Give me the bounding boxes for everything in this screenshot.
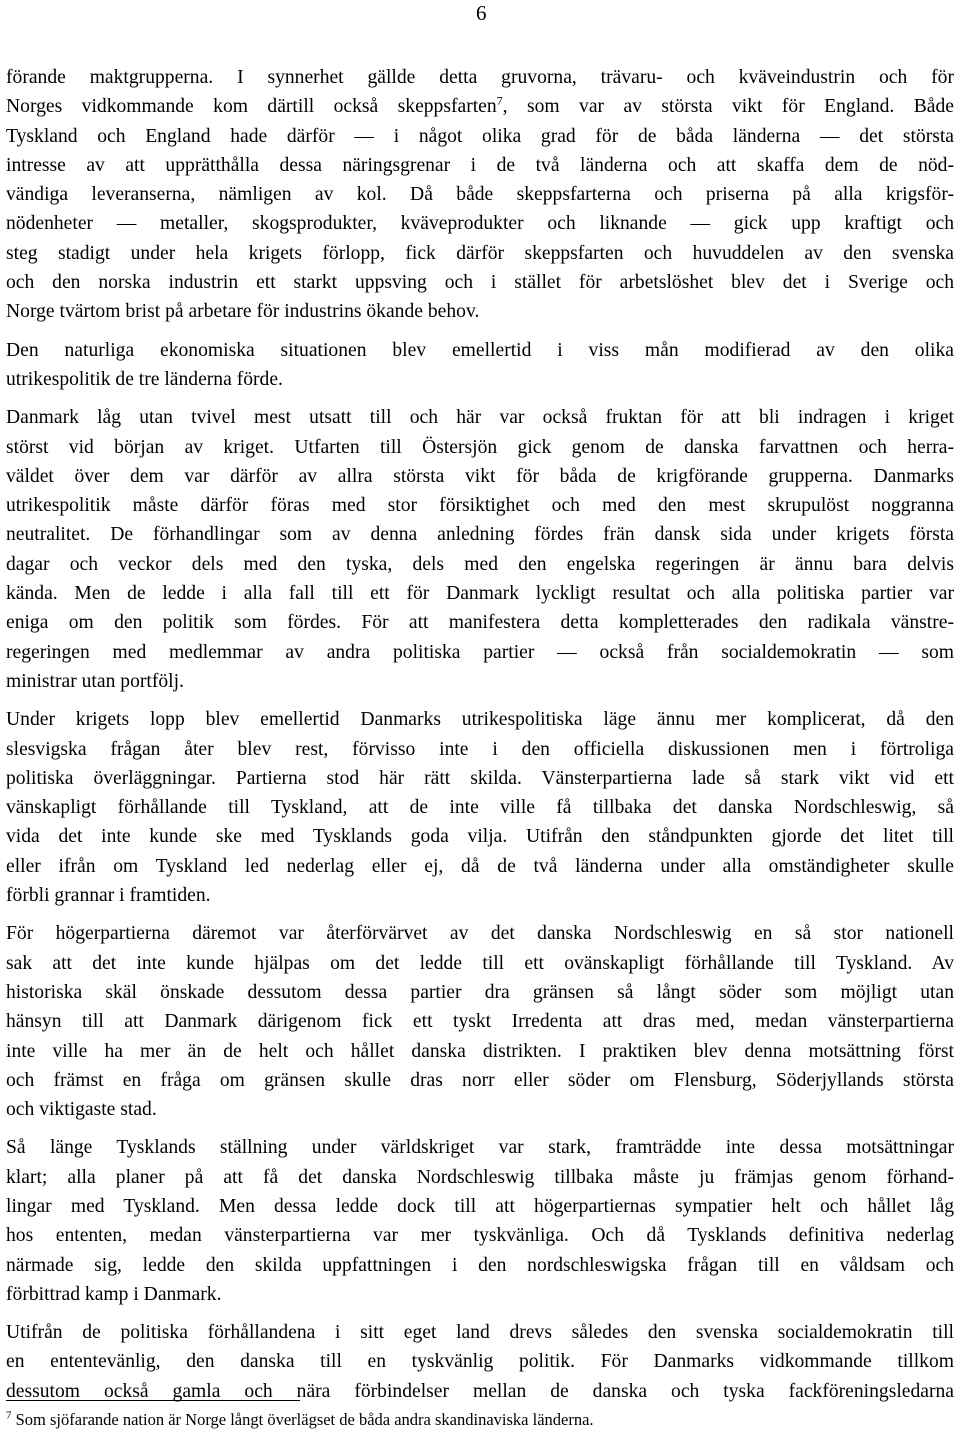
text-line: sak att det inte kunde hjälpas om det ledde till ett ovänskapligt förhållande till Tyskland. Av [6,952,954,974]
text-line: inte ville ha mer än de helt och hållet danska distrikten. I praktiken blev denna motsättning först [6,1040,954,1062]
text-line: hänsyn till att Danmark därigenom fick ett tyskt Irredenta att dras med, medan vänsterpartierna [6,1011,954,1033]
text-line [6,92,954,121]
text-line: störst vid början av kriget. Utfarten till Östersjön gick genom de danska farvattnen och herra- [6,436,954,458]
text-line: intresse av att upprätthålla dessa näringsgrenar i de två länderna och att skaffa dem de nöd- [6,154,954,176]
paragraph-4 [6,705,954,910]
paragraph-7 [6,1318,954,1406]
text-line: politiska överläggningar. Partierna stod här rätt skilda. Vänsterpartierna lade så stark vikt vid ett [6,767,954,789]
text-line: dagar och veckor dels med den tyska, dels med den engelska regeringen är ännu bara delvis [6,553,954,575]
paragraph-3 [6,403,954,696]
text-line: regeringen med medlemmar av andra politiska partier — också från socialdemokratin — som [6,641,954,663]
text-line: För högerpartierna däremot var återförvärvet av det danska Nordschleswig en så stor nationell [6,923,954,945]
text-line: hos ententen, medan vänsterpartierna var mer tyskvänliga. Och då Tysklands definitiva nederlag [6,1225,954,1247]
text-line: förande maktgrupperna. I synnerhet gällde detta gruvorna, trävaru- och kväveindustrin och för [6,67,954,88]
text-segment: , som var av största vikt för England. Både [502,96,954,118]
text-line: historiska skäl önskade dessutom dessa partier dra gränsen så långt söder som möjligt utan [6,981,954,1003]
footnote [6,1409,594,1431]
text-line: vändiga leveranserna, nämligen av kol. Då både skeppsfarterna och priserna på alla krigsför- [6,184,954,206]
footnote-text: Som sjöfarande nation är Norge långt överlägset de båda andra skandinaviska länderna. [11,1410,594,1429]
text-line: eniga om den politik som fördes. För att manifestera detta kompletterades den radikala vänstre- [6,612,954,634]
text-line: närmade sig, ledde den skilda uppfattningen i den nordschleswigska frågan till en våldsam och [6,1254,954,1276]
text-line: väldet över dem var därför av allra största vikt för båda de krigförande grupperna. Danmarks [6,465,954,487]
paragraph-1 [6,63,954,327]
text-line: neutralitet. De förhandlingar som av denna anledning fördes frän dansk sida under krigets första [6,524,954,546]
text-line: förbli grannar i framtiden. [6,885,211,907]
text-line: nödenheter — metaller, skogsprodukter, kväveprodukter och liknande — gick upp kraftigt och [6,213,954,235]
text-line: steg stadigt under hela krigets förlopp, fick därför skeppsfarten och huvuddelen av den svenska [6,242,954,264]
text-segment: Norges vidkommande kom därtill också skeppsfarten [6,96,497,118]
text-line: en ententevänlig, den danska till en tyskvänlig politik. För Danmarks vidkommande tillkom [6,1351,954,1373]
text-line: Tyskland och England hade därför — i något olika grad för de båda länderna — det största [6,125,954,147]
text-line: förbittrad kamp i Danmark. [6,1283,222,1305]
text-line: Utifrån de politiska förhållandena i sitt eget land drevs således den svenska socialdemokratin till [6,1322,954,1344]
paragraph-5 [6,919,954,1124]
text-line: lingar med Tyskland. Men dessa ledde dock till att högerpartiernas sympatier helt och hållet låg [6,1195,954,1217]
text-line: utrikespolitik måste därför föras med stor försiktighet och med den mest skrupulöst noggranna [6,495,954,517]
page-number: 6 [476,1,487,25]
text-line: Under krigets lopp blev emellertid Danmarks utrikespolitiska läge ännu mer komplicerat, då den [6,709,954,731]
text-line: och viktigaste stad. [6,1099,157,1121]
paragraph-2 [6,336,954,395]
text-line: kända. Men de ledde i alla fall till ett för Danmark lyckligt resultat och alla politiska partier var [6,583,954,605]
body-text [6,63,954,1415]
paragraph-6 [6,1133,954,1309]
text-line: eller ifrån om Tyskland led nederlag eller ej, då de två länderna under alla omständigheter skulle [6,855,954,877]
text-line: klart; alla planer på att få det danska Nordschleswig tillbaka måste ju främjas genom förhand- [6,1166,954,1188]
text-line: Danmark låg utan tvivel mest utsatt till och här var också fruktan för att bli indragen i kriget [6,407,954,429]
text-line: ministrar utan portfölj. [6,670,184,692]
text-line: vida det inte kunde ske med Tysklands goda vilja. Utifrån den ståndpunkten gjorde det litet till [6,826,954,848]
text-line: Den naturliga ekonomiska situationen blev emellertid i viss mån modifierad av den olika [6,339,954,361]
footnote-separator [6,1400,300,1401]
text-line: dessutom också gamla och nära förbindelser mellan de danska och tyska fackföreningsledarna [6,1380,954,1402]
footnote-marker: 7 [6,1409,12,1422]
text-line: utrikespolitik de tre länderna förde. [6,368,283,390]
text-line: slesvigska frågan åter blev rest, förvisso inte i den officiella diskussionen men i förtroliga [6,738,954,760]
text-line: och den norska industrin ett starkt uppsving och i stället för arbetslöshet blev det i Sverige och [6,272,954,294]
text-line: och främst en fråga om gränsen skulle dras norr eller söder om Flensburg, Söderjyllands största [6,1069,954,1091]
text-line: vänskapligt förhållande till Tyskland, att de inte ville få tillbaka det danska Nordschleswig, så [6,797,954,819]
text-line: Så länge Tysklands ställning under världskriget var stark, framträdde inte dessa motsättningar [6,1137,954,1159]
text-line: Norge tvärtom brist på arbetare för industrins ökande behov. [6,301,480,323]
footnote-reference: 7 [496,93,503,108]
